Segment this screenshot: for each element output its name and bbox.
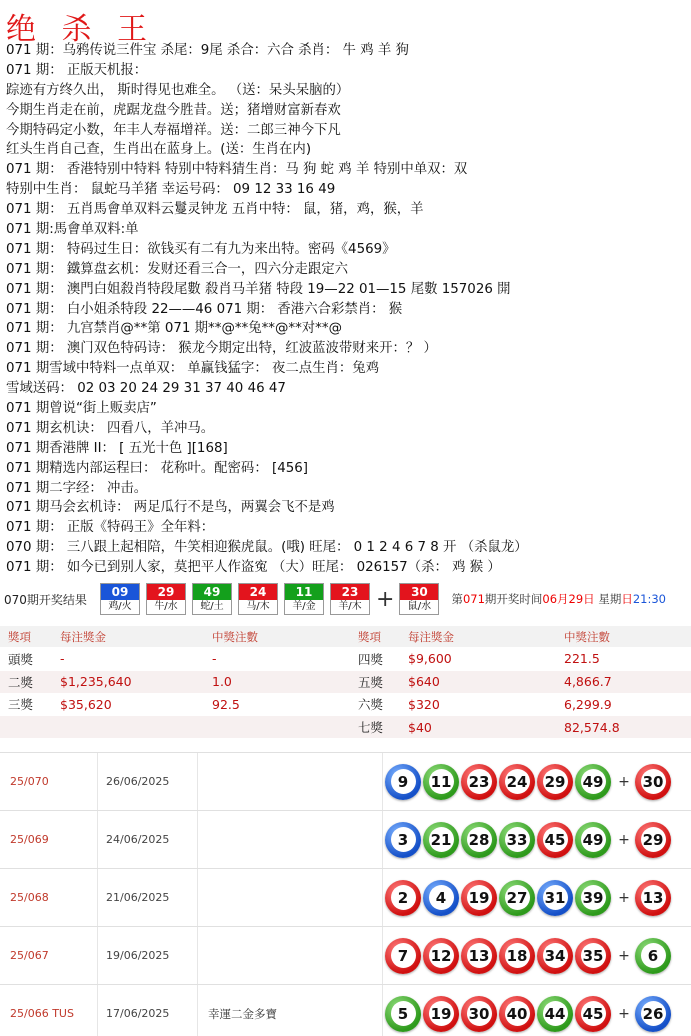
ball-number: 3: [391, 827, 416, 852]
ball-number: 7: [391, 943, 416, 968]
info-period: 071: [462, 592, 485, 606]
chip-zodiac: 马/木: [246, 601, 270, 612]
ball-number: 13: [467, 943, 492, 968]
info-week-label: 星期: [594, 592, 622, 606]
prediction-line: 071 期： 香港特别中特料 特别中特料猜生肖：马 狗 蛇 鸡 羊 特别中单双：双: [6, 162, 468, 178]
prize-row: [0, 716, 691, 739]
ball-number: 35: [581, 943, 606, 968]
draw-period: 25/070: [10, 775, 49, 788]
prediction-line: 071 期二字经： 冲击。: [6, 480, 148, 496]
page-title: 绝 杀 王: [6, 12, 156, 47]
prize-cell: $1,235,640: [60, 674, 132, 690]
draw-period: 25/067: [10, 949, 49, 962]
chip-number: 30: [400, 584, 438, 600]
ball-number: 5: [391, 1001, 416, 1026]
chip-number: 09: [101, 584, 139, 600]
lottery-ball: [499, 880, 535, 916]
prize-row: [0, 671, 691, 694]
ball-number: 45: [581, 1001, 606, 1026]
lottery-ball: [575, 996, 611, 1032]
ball-number: 13: [641, 885, 666, 910]
ball-number: 30: [641, 769, 666, 794]
lottery-ball: [385, 880, 421, 916]
info-date: 06月29日: [542, 592, 595, 606]
plus-sign: +: [618, 831, 630, 848]
lottery-ball: [575, 938, 611, 974]
result-bar: [0, 582, 691, 616]
prize-row: [0, 648, 691, 671]
prize-cell: 七獎: [358, 720, 384, 736]
ball-number: 21: [429, 827, 454, 852]
ball-number: 33: [505, 827, 530, 852]
prediction-line: 071 期雪域中特料一点单双： 单赢钱猛字： 夜二点生肖：兔鸡: [6, 361, 380, 377]
prediction-line: 071 期曾说“街上贩卖店”: [6, 401, 157, 417]
ball-number: 49: [581, 827, 606, 852]
prediction-line: 今期特码定小数，年丰人寿福增祥。送：二郎三神今下凡: [6, 122, 341, 138]
lottery-ball: [635, 880, 671, 916]
prize-cell: $40: [408, 719, 432, 735]
plus-sign: +: [618, 947, 630, 964]
lottery-ball: [575, 880, 611, 916]
prize-cell: 221.5: [564, 651, 600, 667]
result-chip: [330, 583, 370, 615]
prediction-line: 071 期马会玄机诗： 两足瓜行不是鸟，两翼会飞不是鸡: [6, 500, 335, 516]
prize-header-cell: 獎項: [358, 629, 381, 644]
prize-cell: 五獎: [358, 674, 384, 690]
draw-history: [0, 752, 691, 1036]
lottery-ball: [499, 938, 535, 974]
chip-zodiac: 鼠/水: [407, 601, 432, 612]
prize-header-cell: 中獎注數: [212, 629, 258, 644]
prediction-line: 071 期： 九宫禁肖@**第 071 期**@**兔**@**对**@: [6, 321, 342, 337]
chip-number: 29: [147, 584, 185, 600]
draw-row: [0, 926, 691, 984]
lottery-ball: [461, 938, 497, 974]
result-chip: [146, 583, 186, 615]
ball-number: 23: [467, 769, 492, 794]
prediction-line: 071 期： 正版天机报：: [6, 62, 148, 78]
draw-balls: [383, 996, 673, 1032]
prediction-line: 特别中生肖： 鼠蛇马羊猪 幸运号码： 09 12 33 16 49: [6, 182, 336, 198]
ball-number: 45: [543, 827, 568, 852]
draw-row: [0, 752, 691, 810]
ball-number: 6: [641, 943, 666, 968]
draw-period: 25/066 TUS: [10, 1007, 74, 1020]
plus-sign: +: [618, 773, 630, 790]
lottery-ball: [385, 764, 421, 800]
chip-zodiac: 羊/木: [338, 601, 362, 612]
lottery-ball: [537, 996, 573, 1032]
lottery-ball: [537, 880, 573, 916]
lottery-ball: [385, 938, 421, 974]
chip-zodiac: 鸡/火: [108, 601, 132, 612]
draw-date: 26/06/2025: [97, 753, 197, 811]
lottery-ball: [461, 764, 497, 800]
prediction-line: 071 期： 五肖馬會单双料云鬘灵钟龙 五肖中特： 鼠，猪，鸡，猴，羊: [6, 202, 424, 218]
ball-number: 28: [467, 827, 492, 852]
prize-table: [0, 626, 691, 739]
lottery-ball: [461, 996, 497, 1032]
prediction-line: 071 期： 澳门双色特码诗： 猴龙今期定出特，红波蓝波带财来开：？ ）: [6, 341, 437, 357]
prediction-line: 071 期玄机诀： 四看八，羊冲马。: [6, 420, 215, 436]
prize-cell: 82,574.8: [564, 719, 620, 735]
prize-cell: 6,299.9: [564, 696, 612, 712]
prediction-line: 071 期： 鐵算盘玄机：发财还看三合一，四六分走跟定六: [6, 261, 349, 277]
lottery-ball: [423, 880, 459, 916]
info-prefix: 第: [451, 592, 463, 606]
lottery-ball: [635, 764, 671, 800]
prediction-line: 今期生肖走在前，虎踞龙盘今胜昔。送；猪增财富新春欢: [6, 102, 341, 118]
prize-cell: 三獎: [8, 697, 34, 713]
lottery-ball: [461, 880, 497, 916]
prediction-line: 071 期： 澳門白姐殺肖特段尾數 殺肖马羊猪 特段 19—22 01—15 尾數 157026 開: [6, 281, 511, 297]
prize-cell: 頭獎: [8, 651, 34, 667]
result-chip: [238, 583, 278, 615]
ball-number: 26: [641, 1001, 666, 1026]
ball-number: 4: [429, 885, 454, 910]
draw-row: [0, 868, 691, 926]
draw-balls: [383, 880, 673, 916]
prize-header-cell: 獎項: [8, 629, 31, 644]
chip-number: 11: [285, 584, 323, 600]
prediction-line: 踪迹有方终久出， 斯时得见也难全。 （送：呆头呆脑的）: [6, 82, 350, 98]
prediction-line: 雪域送码： 02 03 20 24 29 31 37 40 46 47: [6, 381, 286, 397]
prize-cell: $320: [408, 696, 440, 712]
chip-number: 24: [239, 584, 277, 600]
next-draw-info: [451, 591, 666, 607]
lottery-ball: [635, 938, 671, 974]
info-week: 日: [621, 592, 633, 606]
lottery-ball: [635, 996, 671, 1032]
ball-number: 44: [543, 1001, 568, 1026]
info-time: 21:30: [632, 592, 666, 606]
prediction-line: 071 期精选内部运程曰： 花称叶。配密码： [456]: [6, 460, 308, 476]
draw-row: [0, 810, 691, 868]
chip-zodiac: 蛇/土: [200, 601, 224, 612]
result-chip: [100, 583, 140, 615]
ball-number: 11: [429, 769, 454, 794]
prediction-line: 071 期：乌鸦传说三件宝 杀尾：9尾 杀合：六合 杀肖： 牛 鸡 羊 狗: [6, 43, 409, 58]
plus-sign: +: [618, 1005, 630, 1022]
ball-number: 29: [543, 769, 568, 794]
result-chips: [100, 583, 445, 615]
prize-cell: 1.0: [212, 674, 232, 690]
ball-number: 31: [543, 885, 568, 910]
ball-number: 40: [505, 1001, 530, 1026]
draw-period: 25/069: [10, 833, 49, 846]
prediction-line: 071 期香港牌 II： [ 五光十色 ][168]: [6, 440, 228, 456]
ball-number: 12: [429, 943, 454, 968]
prize-header-cell: 每注獎金: [408, 629, 454, 644]
lottery-ball: [635, 822, 671, 858]
lottery-ball: [385, 996, 421, 1032]
lottery-ball: [461, 822, 497, 858]
draw-period: 25/068: [10, 891, 49, 904]
prize-cell: 4,866.7: [564, 674, 612, 690]
ball-number: 18: [505, 943, 530, 968]
ball-number: 19: [429, 1001, 454, 1026]
prize-cell: -: [60, 651, 65, 667]
prediction-line: 070 期： 三八跟上起相陪，牛笑相迎猴虎鼠。(哦) 旺尾： 0 1 2 4 6 7 8 开 （杀鼠龙）: [6, 540, 528, 556]
lottery-ball: [575, 822, 611, 858]
draw-note: [197, 811, 383, 869]
lottery-ball: [537, 938, 573, 974]
result-chip: [284, 583, 324, 615]
ball-number: 49: [581, 769, 606, 794]
draw-balls: [383, 822, 673, 858]
draw-balls: [383, 764, 673, 800]
lottery-ball: [423, 938, 459, 974]
ball-number: 34: [543, 943, 568, 968]
prediction-lines: [6, 41, 686, 578]
draw-note: [197, 869, 383, 927]
prediction-line: 071 期： 白小姐杀特段 22——46 071 期： 香港六合彩禁肖： 猴: [6, 301, 403, 317]
result-chip: [192, 583, 232, 615]
prize-cell: $9,600: [408, 651, 452, 667]
draw-balls: [383, 938, 673, 974]
prize-cell: $640: [408, 674, 440, 690]
prediction-line: 071 期： 正版《特码王》全年料：: [6, 520, 215, 536]
prize-cell: 二獎: [8, 674, 34, 690]
draw-date: 24/06/2025: [97, 811, 197, 869]
prize-row: [0, 694, 691, 717]
lottery-ball: [499, 822, 535, 858]
prediction-line: 071 期： 特码过生日：欲钱买有二有九为来出特。密码《4569》: [6, 241, 396, 257]
lottery-ball: [537, 764, 573, 800]
prize-cell: 四獎: [358, 651, 384, 667]
ball-number: 2: [391, 885, 416, 910]
chip-number: 23: [331, 584, 369, 600]
ball-number: 29: [641, 827, 666, 852]
lottery-ball: [423, 822, 459, 858]
chip-zodiac: 牛/水: [154, 601, 178, 612]
prediction-line: 071 期:馬會单双料:单: [6, 222, 139, 238]
ball-number: 24: [505, 769, 530, 794]
ball-number: 39: [581, 885, 606, 910]
lottery-ball: [575, 764, 611, 800]
draw-date: 17/06/2025: [97, 985, 197, 1036]
ball-number: 30: [467, 1001, 492, 1026]
lottery-ball: [499, 764, 535, 800]
draw-note: [197, 753, 383, 811]
prize-header-cell: 每注獎金: [60, 629, 106, 644]
chip-zodiac: 羊/金: [292, 601, 316, 612]
result-chip: [399, 583, 439, 615]
draw-date: 19/06/2025: [97, 927, 197, 985]
ball-number: 9: [391, 769, 416, 794]
prize-header-row: [0, 626, 691, 648]
prediction-line: 红头生肖自己查，生肖出在蓝身上。(送：生肖在内): [6, 142, 312, 158]
lottery-ball: [385, 822, 421, 858]
prize-cell: -: [212, 651, 217, 667]
plus-sign: +: [618, 889, 630, 906]
info-mid: 期开奖时间: [484, 592, 543, 606]
prize-cell: $35,620: [60, 696, 112, 712]
lottery-ball: [537, 822, 573, 858]
prize-cell: 92.5: [212, 696, 240, 712]
prize-cell: 六獎: [358, 697, 384, 713]
prediction-line: 071 期： 如今已到别人家，莫把平人作盗寃 （大）旺尾： 026157（杀： 鸡 猴 ）: [6, 560, 501, 576]
draw-note: [197, 927, 383, 985]
draw-note: 幸運二金多寶: [197, 985, 383, 1036]
result-label: 070期开奖结果: [4, 592, 87, 607]
ball-number: 27: [505, 885, 530, 910]
draw-date: 21/06/2025: [97, 869, 197, 927]
prize-header-cell: 中獎注數: [564, 629, 610, 644]
lottery-ball: [499, 996, 535, 1032]
lottery-ball: [423, 764, 459, 800]
plus-sign: +: [376, 586, 395, 612]
chip-number: 49: [193, 584, 231, 600]
ball-number: 19: [467, 885, 492, 910]
draw-row: [0, 984, 691, 1036]
lottery-ball: [423, 996, 459, 1032]
